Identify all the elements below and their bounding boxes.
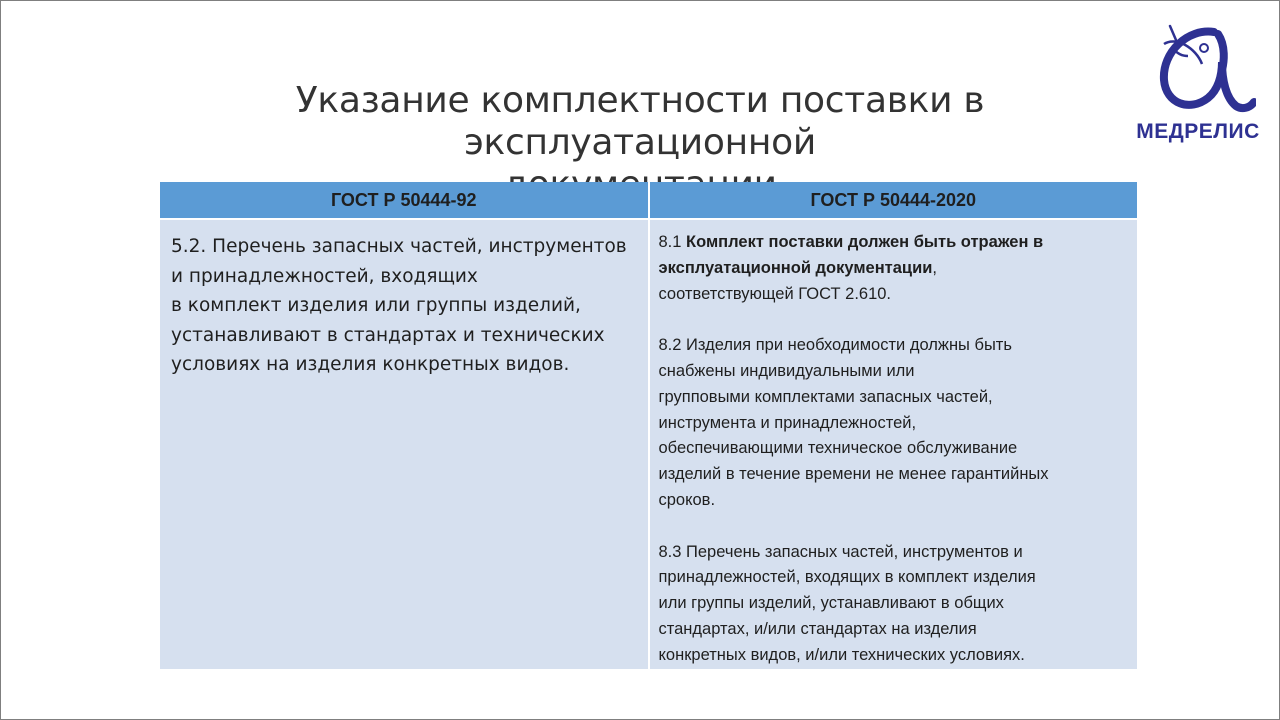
text-line: изделий в течение времени не менее гарантийных: [658, 465, 1049, 484]
clause-8-2: [659, 333, 1130, 514]
text-line: обеспечивающими техническое обслуживание: [658, 439, 1018, 458]
company-logo: [1126, 18, 1270, 148]
gost-1992-text: [160, 220, 648, 380]
cell-gost-2020: [649, 219, 1138, 669]
clause-8-1: 8.1 Комплект поставки должен быть отражен в эксплуатационной документации, соответствующей ГОСТ 2.610.: [659, 230, 1130, 307]
text-line: и принадлежностей, входящих: [171, 265, 478, 287]
text-line: устанавливают в стандартах и технических: [171, 324, 605, 346]
clause-number: 8.1: [658, 233, 682, 251]
cell-gost-1992: [160, 219, 649, 669]
text-line: инструмента и принадлежностей,: [658, 413, 917, 432]
table-header-row: [160, 182, 1137, 219]
text-line: стандартах, и/или стандартах на изделия: [658, 619, 977, 638]
logo-text: МЕДРЕЛИС: [1136, 120, 1260, 143]
text-line: групповыми комплектами запасных частей,: [658, 387, 993, 406]
table-row: [160, 219, 1137, 669]
clause-8-3: [659, 540, 1130, 669]
comparison-table: [160, 182, 1137, 669]
text-line: соответствующей ГОСТ 2.610.: [658, 284, 892, 303]
text-line: в комплект изделия или группы изделий,: [171, 295, 581, 316]
text-line: снабжены индивидуальными или: [658, 361, 915, 380]
text-line: или группы изделий, устанавливают в общих: [658, 594, 1004, 613]
text-line: принадлежностей, входящих в комплект изделия: [658, 568, 1036, 587]
gost-2020-text: [650, 220, 1138, 669]
text-line: конкретных видов, и/или технических условиях.: [658, 645, 1025, 664]
slide-title-line-1: Указание комплектности поставки в эксплуатационной: [295, 80, 985, 163]
medrelis-logo-icon: [1156, 18, 1256, 118]
header-gost-2020: ГОСТ Р 50444-2020: [649, 182, 1138, 219]
text-line: сроков.: [658, 490, 716, 509]
text-line: условиях на изделия конкретных видов.: [171, 354, 570, 375]
header-gost-1992: ГОСТ Р 50444-92: [160, 182, 649, 219]
text-line: 5.2. Перечень запасных частей, инструментов: [171, 236, 627, 257]
clause-bold-text: Комплект поставки должен быть отражен в: [686, 233, 1044, 251]
text-line: 8.2 Изделия при необходимости должны быть: [658, 336, 1012, 355]
text-line: 8.3 Перечень запасных частей, инструментов и: [658, 542, 1023, 561]
clause-bold-text: эксплуатационной документации: [658, 258, 933, 277]
